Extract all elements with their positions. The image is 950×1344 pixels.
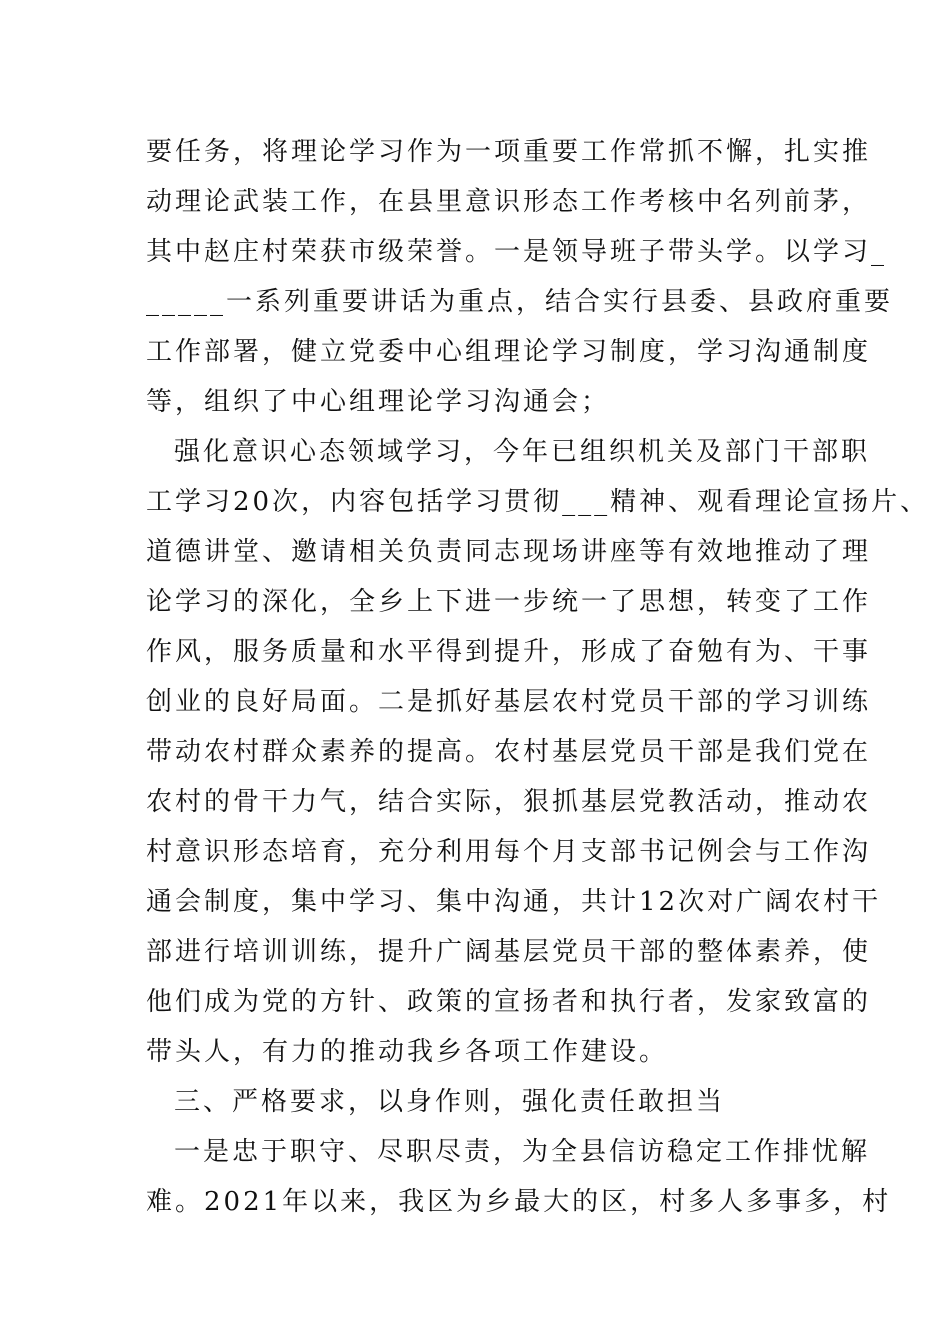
text-line: 部进行培训训练，提升广阔基层党员干部的整体素养，使 bbox=[146, 937, 872, 967]
text-line: 带头人，有力的推动我乡各项工作建设。 bbox=[146, 1037, 669, 1067]
section-heading: 三、严格要求，以身作则，强化责任敢担当 bbox=[174, 1087, 726, 1117]
text-line: 村意识形态培育，充分利用每个月支部书记例会与工作沟 bbox=[146, 837, 872, 867]
text-line: 要任务，将理论学习作为一项重要工作常抓不懈，扎实推 bbox=[146, 137, 872, 167]
text-line: 他们成为党的方针、政策的宣扬者和执行者，发家致富的 bbox=[146, 987, 872, 1017]
text-line: 工作部署，健立党委中心组理论学习制度，学习沟通制度 bbox=[146, 337, 872, 367]
text-line: 创业的良好局面。二是抓好基层农村党员干部的学习训练 bbox=[146, 687, 872, 717]
text-line: _____一系列重要讲话为重点，结合实行县委、县政府重要 bbox=[146, 287, 894, 317]
text-line: 农村的骨干力气，结合实际，狠抓基层党教活动，推动农 bbox=[146, 787, 872, 817]
text-line: 道德讲堂、邀请相关负责同志现场讲座等有效地推动了理 bbox=[146, 537, 872, 567]
text-line: 其中赵庄村荣获市级荣誉。一是领导班子带头学。以学习_ bbox=[146, 237, 888, 267]
text-line: 通会制度，集中学习、集中沟通，共计12次对广阔农村干 bbox=[146, 887, 882, 917]
text-line: 作风，服务质量和水平得到提升，形成了奋勉有为、干事 bbox=[146, 637, 872, 667]
text-line: 难。2021年以来，我区为乡最大的区，村多人多事多，村 bbox=[146, 1187, 892, 1217]
text-line: 论学习的深化，全乡上下进一步统一了思想，转变了工作 bbox=[146, 587, 872, 617]
text-line: 等，组织了中心组理论学习沟通会； bbox=[146, 387, 611, 417]
text-line: 工学习20次，内容包括学习贯彻___精神、观看理论宣扬片、 bbox=[146, 487, 930, 517]
text-line: 动理论武装工作，在县里意识形态工作考核中名列前茅， bbox=[146, 187, 872, 217]
paragraph-first-line: 一是忠于职守、尽职尽责，为全县信访稳定工作排忧解 bbox=[174, 1137, 871, 1167]
paragraph-first-line: 强化意识心态领域学习，今年已组织机关及部门干部职 bbox=[174, 437, 871, 467]
text-line: 带动农村群众素养的提高。农村基层党员干部是我们党在 bbox=[146, 737, 872, 767]
